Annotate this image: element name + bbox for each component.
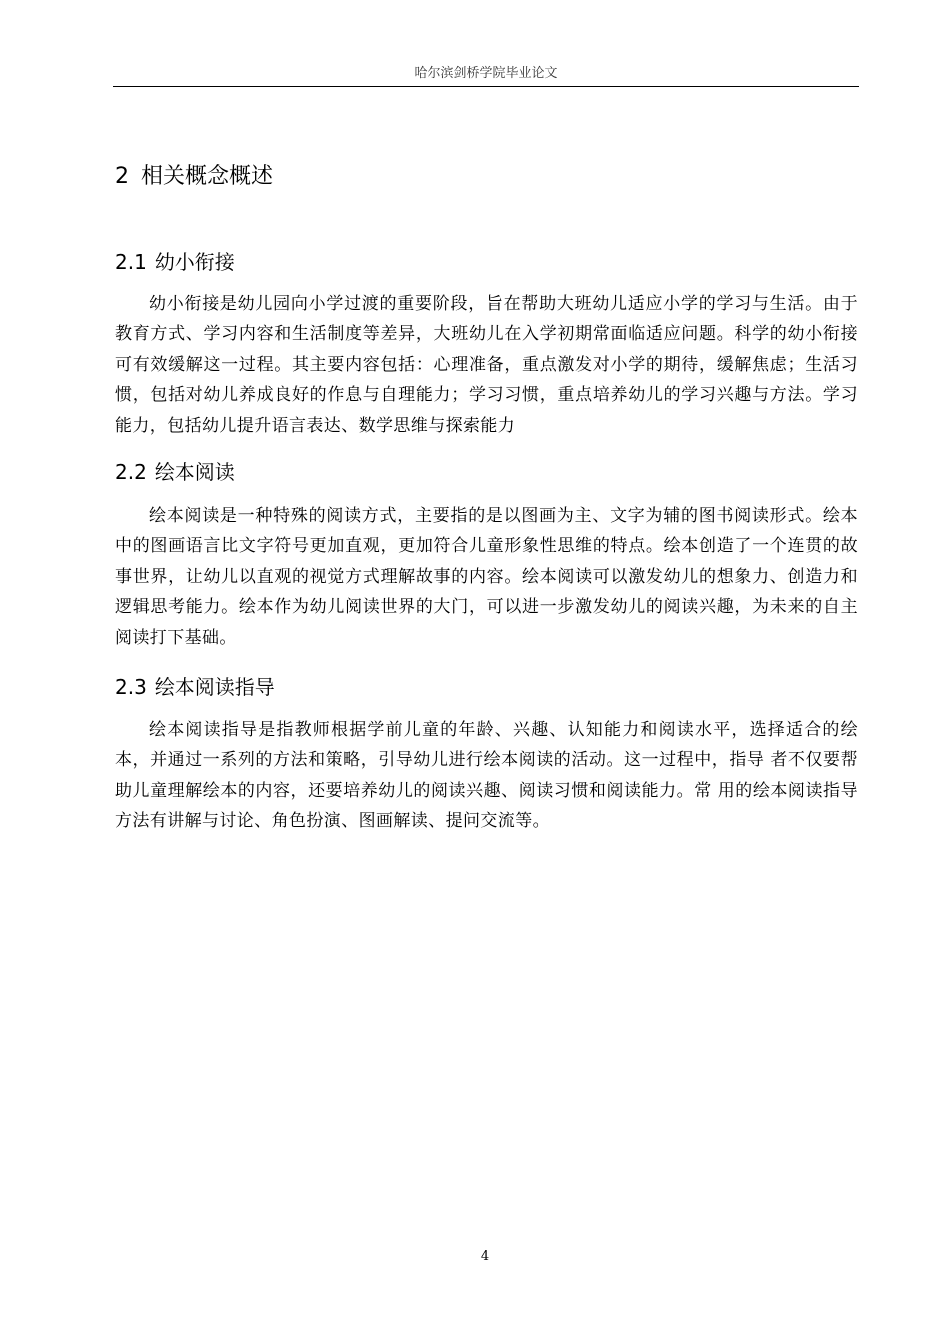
section-number: 2.1 — [115, 250, 147, 274]
chapter-heading — [115, 162, 273, 192]
section-paragraph-2-1: 幼小衔接是幼儿园向小学过渡的重要阶段，旨在帮助大班幼儿适应小学的学习与生活。由于教育方式、学习内容和生活制度等差异，大班幼儿在入学初期常面临适应问题。科学的幼小衔接可有效缓解这一过程。其主要内容包括：心理准备，重点激发对小学的期待，缓解焦虑；生活习惯，包括对幼儿养成良好的作息与自理能力；学习习惯，重点培养幼儿的学习兴趣与方法。学习能力，包括幼儿提升语言表达、数学思维与探索能力 — [115, 294, 858, 436]
chapter-title: 相关概念概述 — [141, 164, 274, 189]
section-heading-2-2 — [115, 458, 235, 486]
header-rule — [113, 86, 859, 87]
section-title: 绘本阅读指导 — [154, 675, 275, 699]
page-header: 哈尔滨剑桥学院毕业论文 — [414, 66, 558, 81]
section-number: 2.3 — [115, 675, 147, 699]
section-paragraph-2-3: 绘本阅读指导是指教师根据学前儿童的年龄、兴趣、认知能力和阅读水平，选择适合的绘本，并通过一系列的方法和策略，引导幼儿进行绘本阅读的活动。这一过程中，指导 者不仅要帮助儿童理解绘本的内容，还要培养幼儿的阅读兴趣、阅读习惯和阅读能力。常 用的绘本阅读指导方法有讲解与讨论、角色扮演、图画解读、提问交流等。 — [115, 720, 858, 832]
section-number: 2.2 — [115, 460, 147, 484]
chapter-number: 2 — [115, 164, 129, 189]
section-heading-2-1 — [115, 248, 235, 276]
section-heading-2-3 — [115, 673, 275, 701]
section-title: 幼小衔接 — [154, 250, 235, 274]
page-number: 4 — [480, 1249, 490, 1264]
section-title: 绘本阅读 — [154, 460, 235, 484]
section-paragraph-2-2: 绘本阅读是一种特殊的阅读方式，主要指的是以图画为主、文字为辅的图书阅读形式。绘本中的图画语言比文字符号更加直观，更加符合儿童形象性思维的特点。绘本创造了一个连贯的故事世界，让幼儿以直观的视觉方式理解故事的内容。绘本阅读可以激发幼儿的想象力、创造力和逻辑思考能力。绘本作为幼儿阅读世界的大门，可以进一步激发幼儿的阅读兴趣，为未来的自主阅读打下基础。 — [115, 506, 858, 648]
